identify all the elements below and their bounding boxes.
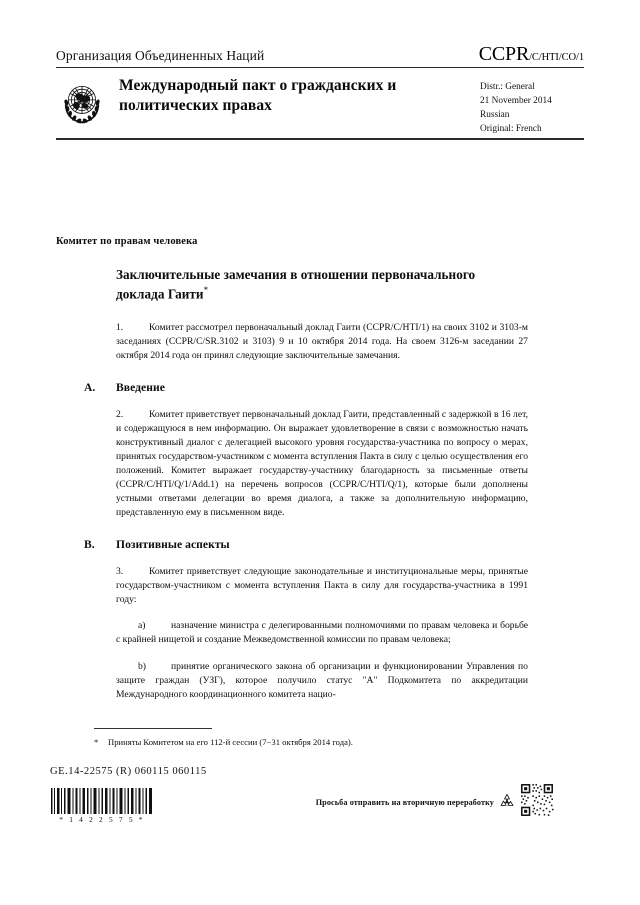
- recycle-notice: [316, 783, 554, 822]
- footnote-marker: *: [94, 737, 99, 747]
- paragraph-1-number: 1.: [116, 321, 124, 333]
- paragraph-2-text: Комитет приветствует первоначальный доклад Гаити, представленный с задержкой в 16 лет, и содержащуюся в нем информацию. Он выражает удовлетворение в связи с возможностью начать конструктивный диалог с делегацией высокого уровня государства-участника по вопросу о мерах, принятых государством-участником с момента вступления Пакта в силу с целью осуществления его положений. Комитет выражает государству-участнику благодарность за письменные ответы (CCPR/C/HTI/Q/1/Add.1) на перечень вопросов (CCPR/C/HTI/Q/1), которые были дополнены устными ответами делегации во время диалога, а также за дополнительную информацию, представленную ему в письменном виде.: [116, 408, 528, 519]
- document-content: [56, 266, 584, 702]
- footer-row: [50, 783, 590, 824]
- paragraph-3-number: 3.: [116, 566, 124, 578]
- section-heading-b: [84, 538, 584, 551]
- barcode-text: * 1 4 2 2 5 7 5 *: [59, 815, 145, 824]
- subparagraph-b-text: принятие органического закона об организации и функционировании Управления по защите граждан (УЗГ), которое получило статус "А" Подкомитета по аккредитации Международного координационного комитета нацио-: [116, 660, 528, 700]
- subparagraph-a: [116, 619, 528, 647]
- section-b-letter: B.: [84, 538, 95, 552]
- masthead-body-row: [56, 76, 584, 137]
- paragraph-1: [116, 321, 528, 363]
- page-title-text: Заключительные замечания в отношении первоначального доклада Гаити: [116, 267, 476, 302]
- masthead-rule-thick: [56, 138, 584, 140]
- subparagraph-b: [116, 660, 528, 702]
- organization-name: Организация Объединенных Наций: [56, 48, 265, 64]
- distribution-block: [480, 80, 584, 137]
- committee-name: Комитет по правам человека: [56, 236, 198, 247]
- subparagraph-a-text: назначение министра с делегированными полномочиями по правам человека и борьбе с крайней нищетой и создание Межведомственной комиссии по правам человека;: [116, 620, 528, 646]
- masthead: [56, 44, 584, 140]
- distr-original: Original: French: [480, 124, 542, 135]
- paragraph-3-text: Комитет приветствует следующие законодательные и институциональные меры, принятые государством-участником с момента вступления Пакта в силу для государства-участника в 1991 году:: [116, 566, 528, 606]
- un-emblem: [56, 77, 108, 129]
- page-title: [116, 266, 516, 303]
- masthead-top-row: [56, 44, 584, 67]
- section-heading-a: [84, 381, 584, 394]
- subparagraph-a-label: a): [138, 620, 146, 632]
- distr-language: Russian: [480, 110, 510, 121]
- section-a-letter: A.: [84, 380, 96, 394]
- footnote-separator: [94, 728, 212, 729]
- paragraph-2: [116, 408, 528, 520]
- instrument-title: Международный пакт о гражданских и политических правах: [119, 77, 397, 115]
- footnote-zone: [56, 728, 584, 748]
- section-b-title: Позитивные аспекты: [116, 538, 230, 552]
- section-a-title: Введение: [116, 380, 165, 394]
- masthead-rule-thin: [56, 67, 584, 68]
- footnote: [94, 736, 584, 748]
- barcode-block: [50, 788, 154, 824]
- document-symbol-main: CCPR: [478, 43, 530, 65]
- recycle-text: Просьба отправить на вторичную переработку: [315, 798, 494, 807]
- page-footer: [50, 766, 590, 824]
- page-title-footnote-marker: *: [203, 284, 209, 295]
- barcode: [50, 788, 154, 814]
- emblem-title-group: [56, 76, 409, 129]
- footnote-text: Приняты Комитетом на его 112-й сессии (7−31 октября 2014 года).: [108, 737, 353, 747]
- document-symbol-suffix: /C/HTI/CO/1: [529, 52, 584, 63]
- qr-code: [520, 783, 554, 822]
- subparagraph-b-label: b): [138, 660, 147, 672]
- document-symbol: [479, 44, 584, 64]
- distr-line: Distr.: General: [480, 82, 535, 92]
- paragraph-1-text: Комитет рассмотрел первоначальный доклад Гаити (CCPR/C/HTI/1) на своих 3102 и 3103-м заседаниях (CCPR/C/SR.3102 и 3103) 9 и 10 октября 2014 года. На своем 3126-м заседании 27 октября 2014 года он принял следующие заключительные замечания.: [116, 321, 528, 361]
- recycle-icon: [499, 793, 515, 813]
- distr-date: 21 November 2014: [480, 96, 552, 107]
- paragraph-2-number: 2.: [116, 408, 124, 420]
- paragraph-3: [116, 565, 528, 607]
- job-number: GE.14-22575 (R) 060115 060115: [50, 766, 207, 777]
